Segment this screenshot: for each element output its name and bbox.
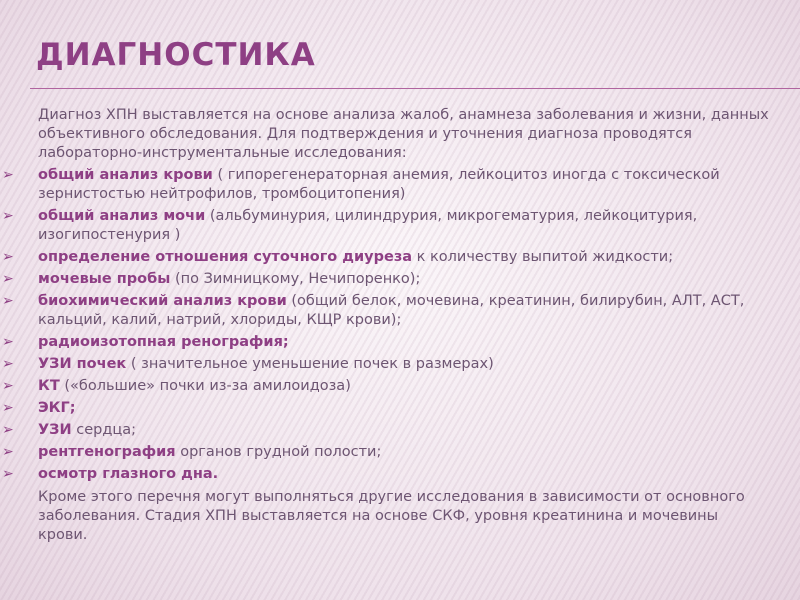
arrow-bullet-icon: ➢ [2, 334, 14, 350]
arrow-bullet-icon: ➢ [2, 356, 14, 372]
arrow-bullet-icon: ➢ [2, 422, 14, 438]
list-item-urine-samples [0, 270, 800, 289]
item-text: (общий белок, мочевина, креатинин, билирубин, АЛТ, АСТ, кальций, калий, натрий, хлориды, КЩР крови); [38, 293, 745, 328]
item-text: к количеству выпитой жидкости; [412, 249, 674, 265]
arrow-bullet-icon: ➢ [2, 293, 14, 309]
list-item-xray [0, 443, 800, 462]
item-text: органов грудной полости; [175, 444, 382, 460]
arrow-bullet-icon: ➢ [2, 444, 14, 460]
closing-paragraph: Кроме этого перечня могут выполняться другие исследования в зависимости от основного заболевания. Стадия ХПН выставляется на основе СКФ, уровня креатинина и мочевины крови. [38, 489, 745, 543]
item-text: ( гипорегенераторная анемия, лейкоцитоз иногда с токсической зернистостью нейтрофилов, тромбоцитопения) [38, 167, 720, 202]
item-bold-label: осмотр глазного дна. [38, 466, 219, 482]
arrow-bullet-icon: ➢ [2, 271, 14, 287]
list-item-fundus [0, 465, 800, 484]
arrow-bullet-icon: ➢ [2, 378, 14, 394]
item-bold-label: общий анализ мочи [38, 208, 206, 224]
item-text: («большие» почки из-за амилоидоза) [59, 378, 351, 394]
arrow-bullet-icon: ➢ [2, 208, 14, 224]
arrow-bullet-icon: ➢ [2, 167, 14, 183]
item-bold-label: рентгенография [38, 444, 176, 460]
item-bold-label: УЗИ почек [38, 356, 127, 372]
item-bold-label: КТ [38, 378, 60, 394]
item-bold-label: общий анализ крови [38, 167, 213, 183]
item-bold-label: радиоизотопная ренография; [38, 334, 289, 350]
arrow-bullet-icon: ➢ [2, 249, 14, 265]
item-text: (по Зимницкому, Нечипоренко); [170, 271, 421, 287]
list-item-kidney-ultrasound [0, 355, 800, 374]
list-item-heart-ultrasound [0, 421, 800, 440]
item-text: ( значительное уменьшение почек в размерах) [126, 356, 494, 372]
list-item-renography [0, 333, 800, 352]
list-item-ecg [0, 399, 800, 418]
intro-paragraph: Диагноз ХПН выставляется на основе анализа жалоб, анамнеза заболевания и жизни, данных объективного обследования. Для подтверждения и уточнения диагноза проводятся лабораторно-инструментальные исследования: [38, 107, 769, 161]
list-item-blood-test [0, 166, 800, 204]
item-bold-label: определение отношения суточного диуреза [38, 249, 413, 265]
item-text: сердца; [71, 422, 136, 438]
slide-title: ДИАГНОСТИКА [36, 37, 316, 73]
list-item-ct [0, 377, 800, 396]
list-item-biochemistry [0, 292, 800, 330]
slide-body [0, 106, 800, 545]
item-bold-label: биохимический анализ крови [38, 293, 287, 309]
item-bold-label: мочевые пробы [38, 271, 171, 287]
arrow-bullet-icon: ➢ [2, 400, 14, 416]
item-bold-label: УЗИ [38, 422, 72, 438]
title-divider [30, 88, 800, 89]
item-text: (альбуминурия, цилиндрурия, микрогематурия, лейкоцитурия, изогипостенурия ) [38, 208, 698, 243]
list-item-urine-test [0, 207, 800, 245]
item-bold-label: ЭКГ; [38, 400, 76, 416]
list-item-diuresis [0, 248, 800, 267]
arrow-bullet-icon: ➢ [2, 466, 14, 482]
